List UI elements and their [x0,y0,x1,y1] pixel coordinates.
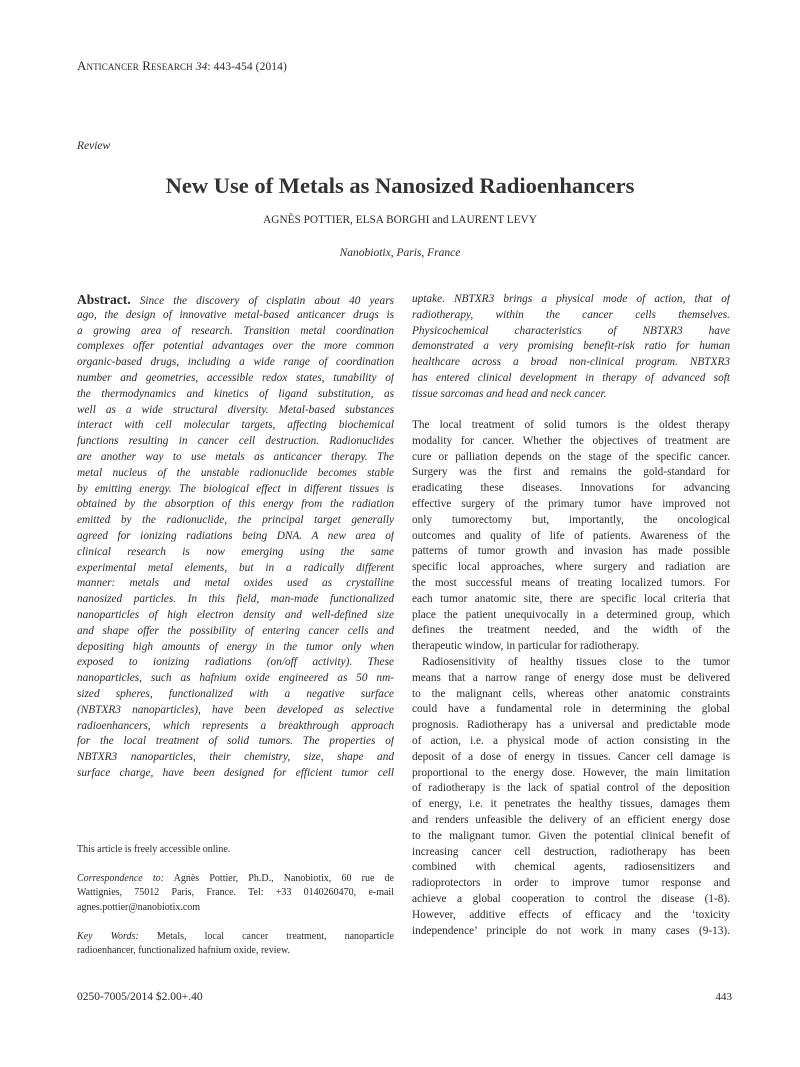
abstract-line: nanoparticles of high electron density and well-defined size [77,608,394,621]
abstract-line: sized spheres, functionalized with a negative surface [77,687,394,700]
abstract-line: radiotherapy, within the cancer cells themselves. [412,308,730,321]
abstract-left [77,292,394,782]
article-title: New Use of Metals as Nanosized Radioenhancers [165,173,635,198]
abstract-line: uptake. NBTXR3 brings a physical mode of action, that of [412,293,730,305]
keywords: Key Words: Metals, local cancer treatment, nanoparticle radioenhancer, functionalized hafnium oxide, review. [77,931,394,957]
abstract-line: emitted by the radionuclide, the principal target generally [77,514,394,527]
abstract-line: agreed for ionizing radiations being DNA. A new area of [77,529,394,542]
abstract-line: Abstract. Since the discovery of cisplatin about 40 years [77,292,394,307]
abstract-line: a growing area of research. Transition metal coordination [77,324,394,337]
abstract-right [412,292,730,403]
abstract-line: manner: metals and metal oxides used as crystalline [77,577,394,590]
abstract-line: exposed to ionizing radiations (on/off activity). These [77,656,394,669]
abstract-line: radioenhancers, which represents a breakthrough approach [77,719,394,732]
authors: AGNÈS POTTIER, ELSA BORGHI and LAURENT LEVY [263,214,537,226]
correspondence-label: Correspondence to: [77,873,165,884]
abstract-line: (NBTXR3 nanoparticles), have been developed as selective [77,703,394,716]
abstract-line: interact with cell molecular targets, affecting biochemical [77,419,394,432]
abstract-line: has entered clinical development in therapy of advanced soft [412,371,730,384]
access-note: This article is freely accessible online. [77,844,231,855]
abstract-line: metal nucleus of the unstable radionuclide becomes stable [77,466,394,479]
affiliation: Nanobiotix, Paris, France [339,247,461,259]
abstract-line: depositing high amounts of energy in the tumor only when [77,640,394,653]
correspondence: Correspondence to: Agnès Pottier, Ph.D., Nanobiotix, 60 rue de Wattignies, 75012 Paris, France. Tel: +33 0140260470, e-mail agnes.pottier@nanobiotix.com [77,872,394,915]
abstract-line: clinical research is now emerging using the same [77,545,394,558]
abstract-line: nanoparticles, such as hafnium oxide engineered as 50 nm- [77,672,394,685]
abstract-line: Physicochemical characteristics of NBTXR3 have [412,324,730,337]
abstract-line: for the local treatment of solid tumors. The properties of [77,735,394,748]
abstract-line: number and geometries, accessible redox states, tunability of [77,371,394,384]
running-head [77,58,287,74]
body-paragraph-2: Radiosensitivity of healthy tissues close to the tumor means that a narrow range of energy dose must be delivered to the malignant cells, whereas other anatomic constraints could have a fundamental role in determining the global prognosis. Radiotherapy has a universal and predictable mode of action, i.e. a physical mode of action consisting in the deposit of a dose of energy in tissues. Cancer cell damage is proportional to the energy dose. However, the main limitation of radiotherapy is the lack of spatial control of the deposition of energy, i.e. it penetrates the healthy tissues, damages them and renders unfeasible the delivery of an efficient energy dose to the malignant tumor. Given the potential clinical benefit of increasing cancer cell destruction, radiotherapy has been combined with chemical agents, radiosensitizers and radioprotectors in order to improve tumor response and achieve a global cooperation to control the disease (1-8). However, additive effects of efficacy and the ‘toxicity independence’ principle do not work in many cases (9-13). [412,656,730,937]
abstract-label: Abstract. [77,292,131,307]
abstract-line: nanosized particles. In this field, man-made functionalized [77,593,394,606]
abstract-line: ago, the design of innovative metal-based anticancer drugs is [77,308,394,321]
page-number: 443 [715,991,732,1003]
abstract-line: complexes offer potential advantages over the more common [77,340,394,353]
abstract-line: the thermodynamics and kinetics of ligand substitution, as [77,387,394,400]
abstract-line: healthcare across a broad non-clinical program. NBTXR3 [412,356,730,369]
abstract-line: surface charge, have been designed for efficient tumor cell [77,766,394,779]
abstract-line: by emitting energy. The biological effect in different tissues is [77,482,394,495]
abstract-line: tissue sarcomas and head and neck cancer. [412,387,607,400]
body-paragraph-1: The local treatment of solid tumors is the oldest therapy modality for cancer. Whether the objectives of treatment are cure or palliation depends on the stage of the specific cancer. Surgery was the first and remains the gold-standard for eradicating these diseases. Innovations for advancing effective surgery of the primary tumor have improved not only tumorectomy but, importantly, the oncological outcomes and quality of life of patients. Awareness of the patterns of tumor growth and invasion has made possible specific local approaches, where surgery and radiation are the most successful means of treating localized tumors. For each tumor anatomic site, there are specific local criteria that place the patient unequivocally in a determined group, which defines the treatment needed, and the width of the therapeutic window, in particular for radiotherapy. [412,419,730,653]
abstract-line: NBTXR3 nanoparticles, their chemistry, size, shape and [77,751,394,764]
abstract-line: demonstrated a very promising benefit-risk ratio for human [412,340,730,353]
abstract-line: obtained by the absorption of this energy from the radiation [77,498,394,511]
abstract-line: functions resulting in cancer cell destruction. Radionuclides [77,435,394,448]
journal-name: Anticancer Research [77,58,193,73]
abstract-line: experimental metal elements, but in a radically different [77,561,394,574]
article-type: Review [77,140,111,152]
abstract-line: organic-based drugs, including a wide range of coordination [77,356,394,369]
issn-price: 0250-7005/2014 $2.00+.40 [77,991,203,1003]
abstract-line: well as a wide structural diversity. Metal-based substances [77,403,394,416]
keywords-label: Key Words: [77,931,139,942]
pages-year: : 443-454 (2014) [207,61,287,73]
abstract-line: are another way to use metals as anticancer therapy. The [77,450,394,463]
email-link[interactable]: agnes.pottier@nanobiotix.com [77,901,201,913]
abstract-line: and shape offer the possibility of entering cancer cells and [77,624,394,637]
volume: 34 [195,61,208,73]
